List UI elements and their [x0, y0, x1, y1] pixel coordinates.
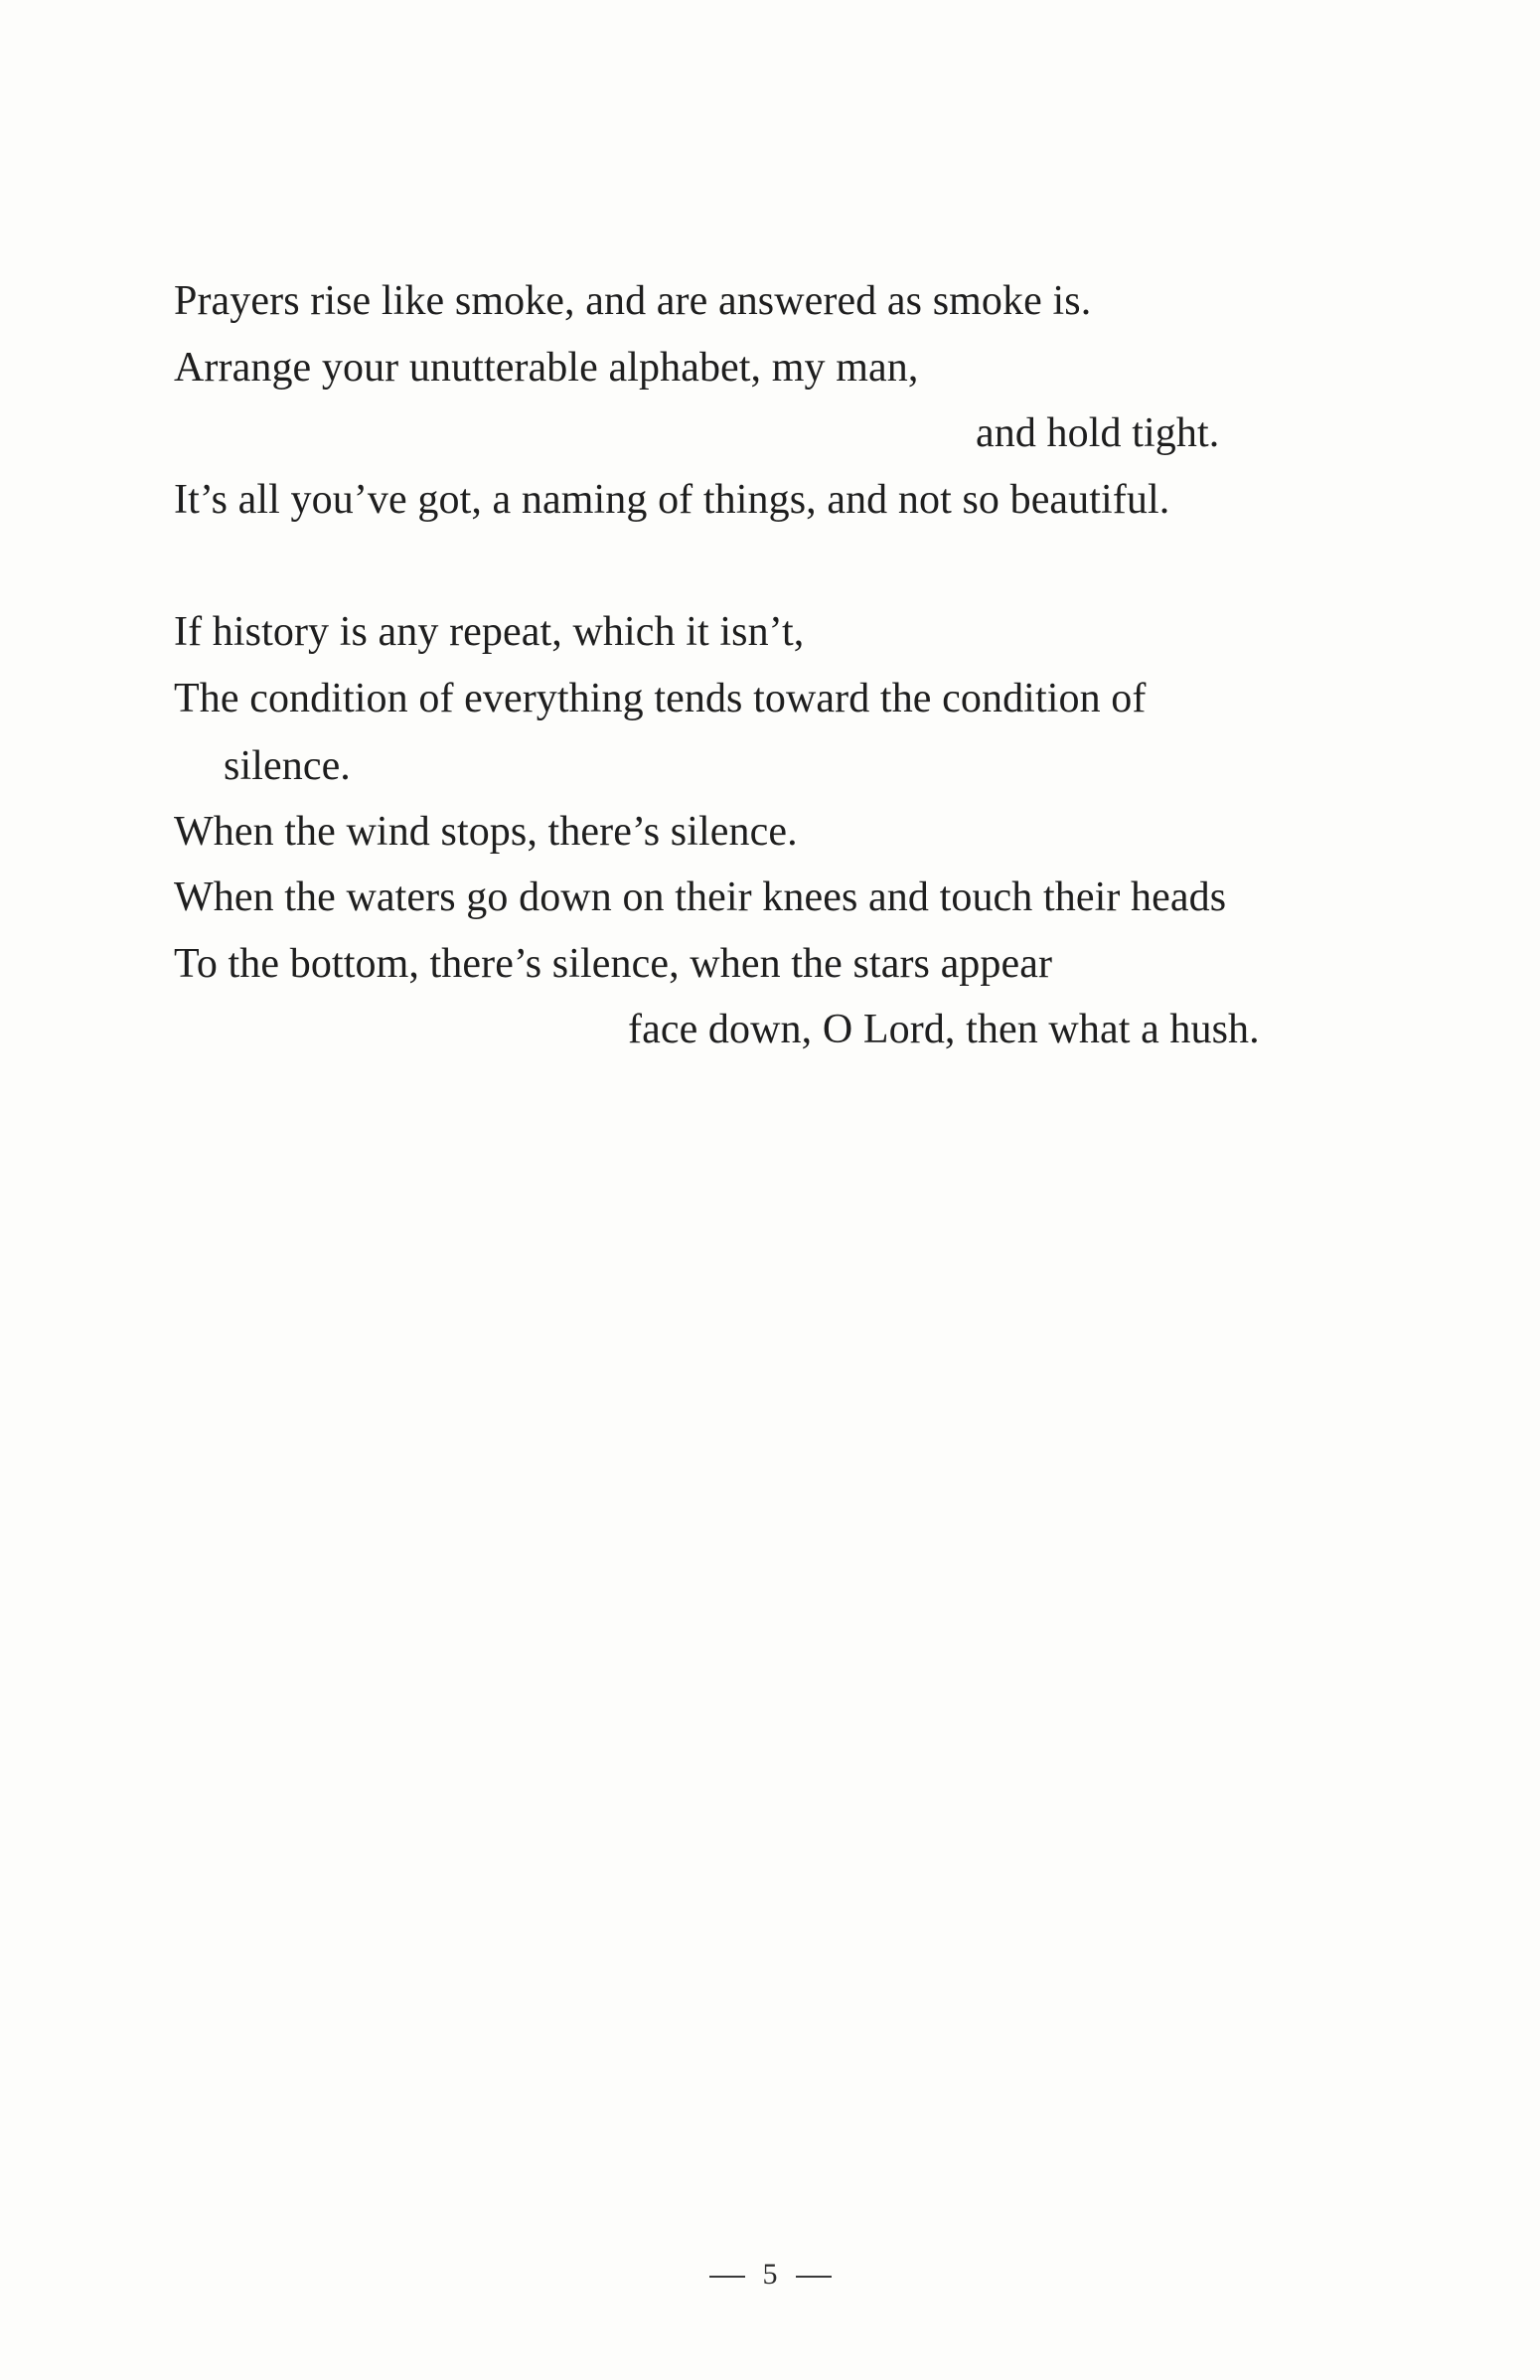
poem-line: Arrange your unutterable alphabet, my man, — [174, 345, 919, 391]
poem-line: The condition of everything tends toward the condition of — [174, 676, 1147, 721]
poem-line: It’s all you’ve got, a naming of things, and not so beautiful. — [174, 477, 1170, 523]
page-number — [0, 2258, 1540, 2292]
folio-dash-right — [796, 2276, 832, 2278]
poem-line-indented: and hold tight. — [976, 410, 1220, 456]
poem-line: If history is any repeat, which it isn’t, — [174, 609, 805, 655]
poem-line-indented: face down, O Lord, then what a hush. — [628, 1007, 1260, 1052]
poem-line: When the wind stops, there’s silence. — [174, 809, 798, 855]
folio-dash-left — [709, 2276, 745, 2278]
poem-line: To the bottom, there’s silence, when the stars appear — [174, 941, 1053, 987]
page-number-label: 5 — [762, 2258, 778, 2291]
poem-line: When the waters go down on their knees and touch their heads — [174, 874, 1227, 920]
poem-line: Prayers rise like smoke, and are answered as smoke is. — [174, 278, 1092, 324]
poem-line-turnover: silence. — [224, 743, 351, 789]
